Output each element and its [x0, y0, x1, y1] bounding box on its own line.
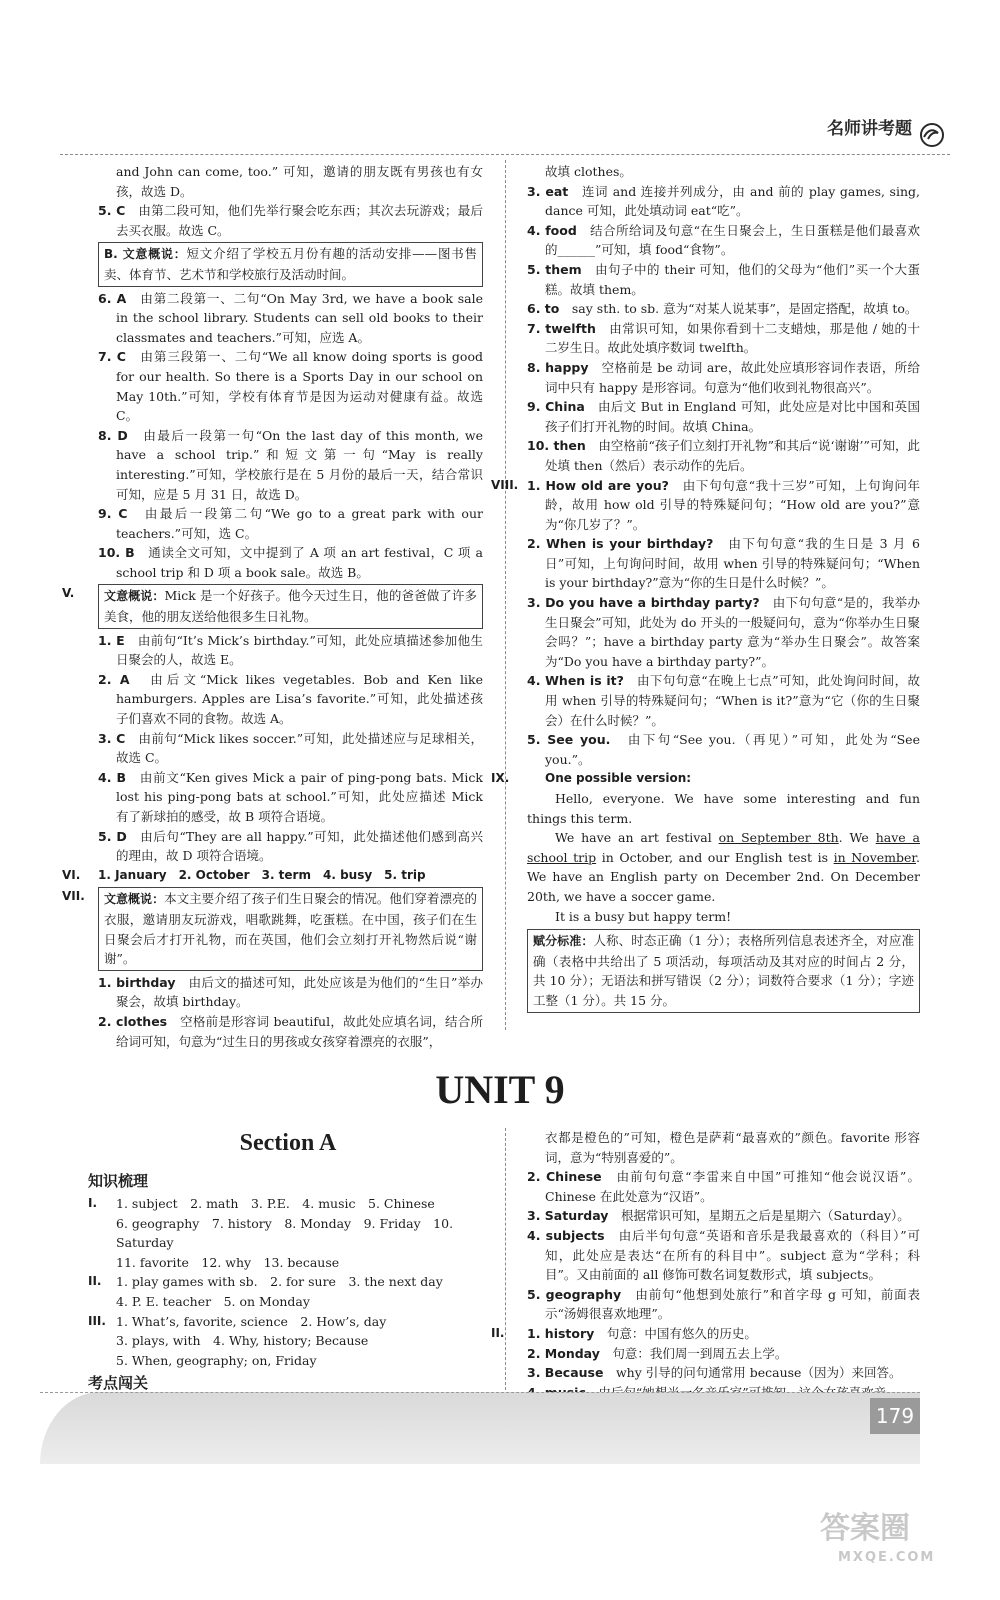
answer-explanation: 由前句“It’s Mick’s birthday.”可知，此处应填描述参加他生日聚会的人，故选 E。: [116, 632, 483, 668]
answer-column-left-bottom: [88, 1168, 488, 1416]
summary-box: [98, 584, 483, 628]
answer-item-row: [98, 289, 483, 348]
summary-row: [62, 584, 483, 628]
roman-numeral: VI.: [62, 867, 81, 882]
answer-item: [527, 1363, 920, 1383]
answer-explanation: 由最后一段第二句“We go to a great park with our teachers.”可知，选 C。: [116, 506, 483, 541]
answer-item-row: [527, 182, 920, 221]
answer-item: [98, 504, 483, 543]
answer-continuation: 衣都是橙色的”可知，橙色是萨莉“最喜欢的”颜色。favorite 形容词，意为“特别喜爱的”。: [545, 1130, 920, 1165]
column-divider-top: [505, 160, 506, 1030]
answer-item: [98, 289, 483, 348]
answer-key: 2. clothes: [98, 1013, 168, 1029]
answer-key: 3. Because: [527, 1365, 604, 1381]
summary-text: Mick 是一个好孩子。他今天过生日，他的爸爸做了许多美食，他的朋友送给他很多生日礼物。: [104, 588, 477, 625]
answer-item-row: [98, 973, 483, 1012]
footer-band: [40, 1392, 920, 1464]
roman-numeral: II.: [88, 1274, 102, 1289]
exam-heading: 考点闯关: [88, 1374, 149, 1393]
answer-explanation: 由空格前“孩子们立刻打开礼物”和其后“说‘谢谢’”可知，此处填 then（然后）表示动作的先后。: [545, 438, 920, 473]
scoring-label: 赋分标准：: [533, 934, 594, 949]
answer-explanation: 结合所给词及句意“在生日聚会上，生日蛋糕是他们最喜欢的______”可知，填 food“食物”。: [545, 222, 920, 258]
answer-key: 5. See you.: [527, 732, 611, 748]
watermark-url: MXQE.COM: [838, 1550, 936, 1565]
roman-numeral: III.: [88, 1313, 106, 1328]
page-number: 179: [870, 1398, 920, 1434]
answer-explanation: 由下句句意“我十三岁”可知，上句询问年龄，故用 how old 引导的特殊疑问句；“How old are you?”意为“你几岁了？”。: [545, 477, 920, 532]
answer-explanation: 由后文 But in England 可知，此处应是对比中国和英国孩子们打开礼物的时间。故填 China。: [545, 399, 920, 434]
column-divider-bottom: [505, 1128, 506, 1390]
answer-key: 3. C: [98, 730, 126, 746]
answer-explanation: 空格前是形容词 beautiful，故此处应填名词，结合所给词可知，句意为“过生日的男孩或女孩穿着漂亮的衣服”，: [116, 1013, 483, 1049]
answer-item: [527, 436, 920, 475]
answer-item-row: [527, 358, 920, 397]
answer-explanation: 连词 and 连接并列成分，由 and 前的 play games, sing, dance 可知，此处填动词 eat“吃”。: [545, 183, 920, 219]
answer-item: [527, 319, 920, 358]
answer-explanation: 由句子中的 their 可知，他们的父母为“他们”买一个大蛋糕。故填 them。: [545, 261, 920, 297]
answer-item-row: [98, 670, 483, 729]
answer-item-row: [98, 631, 483, 670]
answer-key: 7. C: [98, 349, 126, 365]
summary-text: 短文介绍了学校五月份有趣的活动安排——图书售卖、体育节、艺术节和学校旅行及活动时间。: [104, 246, 477, 282]
series-logo-icon: [918, 122, 946, 148]
underlined-phrase: have a school trip: [527, 830, 921, 865]
answer-key: 9. C: [98, 506, 128, 522]
answer-item: [527, 1206, 920, 1226]
model-composition: [527, 789, 920, 926]
answer-item-row: [491, 1324, 920, 1344]
answer-explanation: 根据常识可知，星期五之后是星期六（Saturday）。: [620, 1208, 910, 1224]
answer-column-left-top: [62, 162, 483, 1051]
answer-key: 4. B: [98, 769, 127, 785]
answer-item-row: [98, 729, 483, 768]
answer-key: 5. D: [98, 828, 127, 844]
answer-item-row: [527, 397, 920, 436]
book-series-title: 名师讲考题: [827, 119, 912, 139]
roman-numeral: II.: [491, 1325, 505, 1340]
answer-line: 4. P. E. teacher 5. on Monday: [116, 1293, 310, 1309]
answer-item: [98, 973, 483, 1012]
knowledge-group-ii: [88, 1272, 488, 1311]
roman-numeral: IX.: [491, 771, 510, 786]
page-header: [60, 118, 950, 155]
answer-item: [527, 1324, 920, 1344]
roman-numeral: VII.: [62, 889, 85, 904]
answer-explanation: 由下句“See you.（再见）”可知，此处为“See you.”。: [545, 732, 920, 767]
answer-item-row: [527, 1344, 920, 1364]
answer-item: [98, 827, 483, 866]
answer-explanation: 由后文的描述可知，此处应该是为他们的“生日”举办聚会，故填 birthday。: [116, 974, 483, 1010]
answer-item: [527, 182, 920, 221]
knowledge-heading: 知识梳理: [88, 1172, 149, 1190]
answer-item-row: [527, 1363, 920, 1383]
answer-key: 8. D: [98, 427, 128, 443]
summary-row: [62, 887, 483, 970]
answer-line: 6. geography 7. history 8. Monday 9. Friday 10. Saturday: [116, 1215, 454, 1251]
answer-line: 1. January 2. October 3. term 4. busy 5. trip: [98, 867, 426, 882]
answer-explanation: 由前文“Ken gives Mick a pair of ping-pong bats. Mick lost his ping-pong bats at school.”可知，此处应描述 Mick 有了新球拍的感受，故 B 项符合语境。: [116, 769, 483, 824]
answer-item: [527, 534, 920, 593]
answer-key: 5. them: [527, 261, 582, 277]
scoring-criteria-box: [527, 929, 920, 1012]
answer-item-row: [527, 319, 920, 358]
answer-explanation: 由后半句句意“英语和音乐是我最喜欢的（科目）”可知，此处应是表达“在所有的科目中”。subject 意为“学科；科目”。又由前面的 all 修饰可数名词复数形式，填 subjects。: [545, 1227, 920, 1283]
answer-line: 1. subject 2. math 3. P.E. 4. music 5. Chinese: [116, 1196, 435, 1211]
answer-item-row: [98, 201, 483, 240]
answer-item-row: [98, 827, 483, 866]
answer-item: [98, 201, 483, 240]
answer-item-row: [527, 1285, 920, 1324]
answer-item-row: [527, 1167, 920, 1206]
answer-item-row: [527, 221, 920, 260]
answer-explanation: 由下句句意“是的，我举办生日聚会”可知，此处为 do 开头的一般疑问句，意为“你举办生日聚会吗？”；have a birthday party 意为“举办生日聚会”。故答案为“Do you have a birthday party?”。: [545, 595, 920, 669]
answer-continuation: and John can come, too.” 可知，邀请的朋友既有男孩也有女孩，故选 D。: [116, 164, 483, 199]
answer-item: [527, 1167, 920, 1206]
roman-numeral: VIII.: [491, 477, 519, 492]
answer-line: 1. What’s, favorite, science 2. How’s, day: [116, 1313, 387, 1329]
answer-explanation: 空格前是 be 动词 are，故此处应填形容词作表语，所给词中只有 happy 是形容词。句意为“他们收到礼物很高兴”。: [545, 359, 920, 395]
answer-explanation: 由前句“他想到处旅行”和首字母 g 可知，前面表示“汤姆很喜欢地理”。: [545, 1286, 920, 1322]
answer-key: 6. A: [98, 290, 127, 306]
answer-item: [527, 476, 920, 535]
underlined-phrase: in November: [833, 849, 917, 865]
answer-item-row: [527, 260, 920, 299]
answer-item: [98, 1012, 483, 1051]
answer-line: 3. plays, with 4. Why, history; Because: [116, 1333, 369, 1349]
summary-box: [98, 887, 483, 970]
answer-key: 4. food: [527, 222, 577, 238]
answer-item: [98, 426, 483, 504]
answer-item: [527, 358, 920, 397]
answer-key: 1. birthday: [98, 974, 176, 990]
answer-item-row: [98, 543, 483, 582]
answer-line: 11. favorite 12. why 13. because: [116, 1254, 340, 1270]
answer-explanation: 由下句句意“在晚上七点”可知，此处询问时间，故用 when 引导的特殊疑问句；“When is it?”意为“它（你的生日聚会）在什么时候？”。: [545, 673, 920, 728]
knowledge-group-iii: [88, 1312, 488, 1371]
answer-explanation: 由前句“Mick likes soccer.”可知，此处描述应与足球相关，故选 C。: [116, 730, 483, 766]
roman-numeral: I.: [88, 1196, 98, 1210]
answer-item: [527, 221, 920, 260]
answer-key: 1. history: [527, 1325, 595, 1341]
answer-key: 1. How old are you?: [527, 477, 669, 493]
answer-item: [527, 1226, 920, 1285]
composition-heading: One possible version:: [545, 771, 692, 786]
answer-explanation: 通读全文可知，文中提到了 A 项 an art festival，C 项 a school trip 和 D 项 a book sale。故选 B。: [116, 545, 483, 580]
answer-key: 2. When is your birthday?: [527, 536, 714, 552]
answer-item-row: [98, 768, 483, 827]
answer-item: [527, 730, 920, 769]
answer-key: 6. to: [527, 301, 560, 317]
answer-explanation: 由最后一段第一句“On the last day of this month, we have a school trip.”和短文第一句“May is really interesting.”可知，学校旅行是在 5 月份的最后一天，结合常识可知，应是 5 月 31 日，故选 D。: [116, 427, 483, 502]
answer-item: [98, 543, 483, 582]
answer-key: 1. E: [98, 632, 125, 648]
answer-item-row: [527, 1206, 920, 1226]
answer-key: 5. geography: [527, 1286, 622, 1302]
composition-paragraph: Hello, everyone. We have some interesting and fun things this term.: [527, 791, 920, 826]
summary-label: 文意概说：: [104, 589, 165, 604]
answer-explanation: 由下句句意“我的生日是 3 月 6 日”可知，上句询问时间，故用 when 引导的特殊疑问句；“When is your birthday?”意为“你的生日是什么时候？”。: [545, 536, 920, 591]
answer-item-row: [98, 1012, 483, 1051]
answer-explanation: 句意：中国有悠久的历史。: [606, 1325, 757, 1341]
watermark-logo: 答案圈: [820, 1511, 910, 1546]
answer-item: [98, 768, 483, 827]
composition-paragraph: It is a busy but happy term!: [555, 908, 732, 924]
answer-item-row: [527, 1226, 920, 1285]
answer-key: 8. happy: [527, 359, 589, 375]
answer-key: 3. Saturday: [527, 1208, 609, 1224]
answer-item: [527, 1344, 920, 1364]
answer-item: [98, 670, 483, 729]
answer-item: [527, 593, 920, 671]
answer-list-right-top: [491, 162, 920, 789]
answer-key: 2. Monday: [527, 1345, 600, 1361]
answer-key: 2. A: [98, 671, 130, 687]
answer-item: [98, 729, 483, 768]
composition-paragraph: We have an art festival on September 8th. We have a school trip in October, and our English test is in November. We have an English party on December 2nd. On December 20th, we have a soccer game.: [527, 830, 921, 904]
answer-key: 2. Chinese: [527, 1169, 602, 1185]
section-head-row: [491, 769, 920, 789]
answer-key: 3. eat: [527, 183, 569, 199]
scoring-text: 人称、时态正确（1 分）；表格所列信息表述齐全，对应准确（表格中共给出了 5 项活动，每项活动及其对应的时间占 2 分，共 10 分）；无语法和拼写错误（2 分）；词数符合要求（1 分）；字迹工整（1 分）。共 15 分。: [533, 933, 914, 1008]
answer-item: [527, 260, 920, 299]
answer-explanation: 由前句句意“李雷来自中国”可推知“他会说汉语”。Chinese 在此处意为“汉语”。: [545, 1169, 920, 1204]
answer-item-row: [98, 347, 483, 425]
answer-item: [527, 299, 920, 319]
answer-item-row: [527, 534, 920, 593]
section-title: Section A: [239, 1130, 337, 1156]
answer-explanation: why 引导的问句通常用 because（因为）来回答。: [615, 1365, 902, 1381]
answer-key: 4. subjects: [527, 1227, 605, 1243]
answer-item: [98, 347, 483, 425]
answer-explanation: 由第二段第一、二句“On May 3rd, we have a book sale in the school library. Students can sell old books to their classmates and teachers.”可知，应选 A。: [116, 290, 483, 345]
underlined-phrase: on September 8th: [718, 830, 839, 846]
answer-item-row: [98, 504, 483, 543]
answer-explanation: 由第二段可知，他们先举行聚会吃东西；其次去玩游戏；最后去买衣服。故选 C。: [116, 203, 483, 238]
answer-item: [527, 671, 920, 730]
answer-explanation: 由后句“They are all happy.”可知，此处描述他们感到高兴的理由，故 D 项符合语境。: [116, 828, 483, 864]
answer-key: 4. When is it?: [527, 673, 624, 689]
answer-line-row: [62, 866, 483, 886]
answer-item-row: [527, 436, 920, 475]
answer-item-row: [527, 593, 920, 671]
summary-text: 本文主要介绍了孩子们生日聚会的情况。他们穿着漂亮的衣服，邀请朋友玩游戏，唱歌跳舞，吃蛋糕。在中国，孩子们在生日聚会后才打开礼物，而在英国，他们会立刻打开礼物然后说“谢谢”。: [104, 891, 477, 967]
answer-key: 5. C: [98, 203, 126, 219]
summary-box: [98, 242, 483, 286]
answer-item: [98, 631, 483, 670]
answer-line: 5. When, geography; on, Friday: [116, 1352, 317, 1368]
answer-item-row: [98, 426, 483, 504]
answer-explanation: 句意：我们周一到周五去上学。: [612, 1345, 788, 1361]
watermark: [820, 1512, 980, 1568]
answer-key: 10. B: [98, 545, 135, 561]
answer-explanation: say sth. to sb. 意为“对某人说某事”，是固定搭配，故填 to。: [571, 301, 918, 317]
answer-continuation: 故填 clothes。: [545, 164, 632, 179]
answer-item-row: [527, 299, 920, 319]
roman-numeral: V.: [62, 586, 75, 601]
answer-column-right-top: [491, 162, 921, 1015]
answer-explanation: 由常识可知，如果你看到十二支蜡烛，那是他 / 她的十二岁生日。故此处填序数词 twelfth。: [545, 320, 920, 356]
answer-explanation: 由后文“Mick likes vegetables. Bob and Ken like hamburgers. Apples are Lisa’s favorite.”可知，此处描述孩子们喜欢不同的食物。故选 A。: [116, 671, 483, 727]
answer-item: [527, 397, 920, 436]
answer-item-row: [491, 476, 920, 535]
answer-column-right-bottom: [491, 1128, 920, 1402]
answer-item-row: [527, 671, 920, 730]
answer-line: 1. play games with sb. 2. for sure 3. the next day: [116, 1274, 443, 1290]
summary-row: [98, 242, 483, 286]
answer-key: 10. then: [527, 438, 586, 454]
answer-key: 7. twelfth: [527, 320, 596, 336]
summary-label: B. 文意概说：: [104, 247, 187, 262]
answer-key: 3. Do you have a birthday party?: [527, 595, 760, 611]
answer-explanation: 由第三段第一、二句“We all know doing sports is good for our health. So there is a Sports Day in our school on May 10th.”可知，学校有体育节是因为运动对健康有益。故选 C。: [116, 349, 483, 424]
answer-key: 9. China: [527, 399, 585, 415]
summary-label: 文意概说：: [104, 892, 165, 907]
knowledge-group-i: [88, 1194, 488, 1272]
answer-item: [527, 1285, 920, 1324]
answer-item-row: [527, 730, 920, 769]
unit-title: UNIT 9: [435, 1067, 565, 1112]
